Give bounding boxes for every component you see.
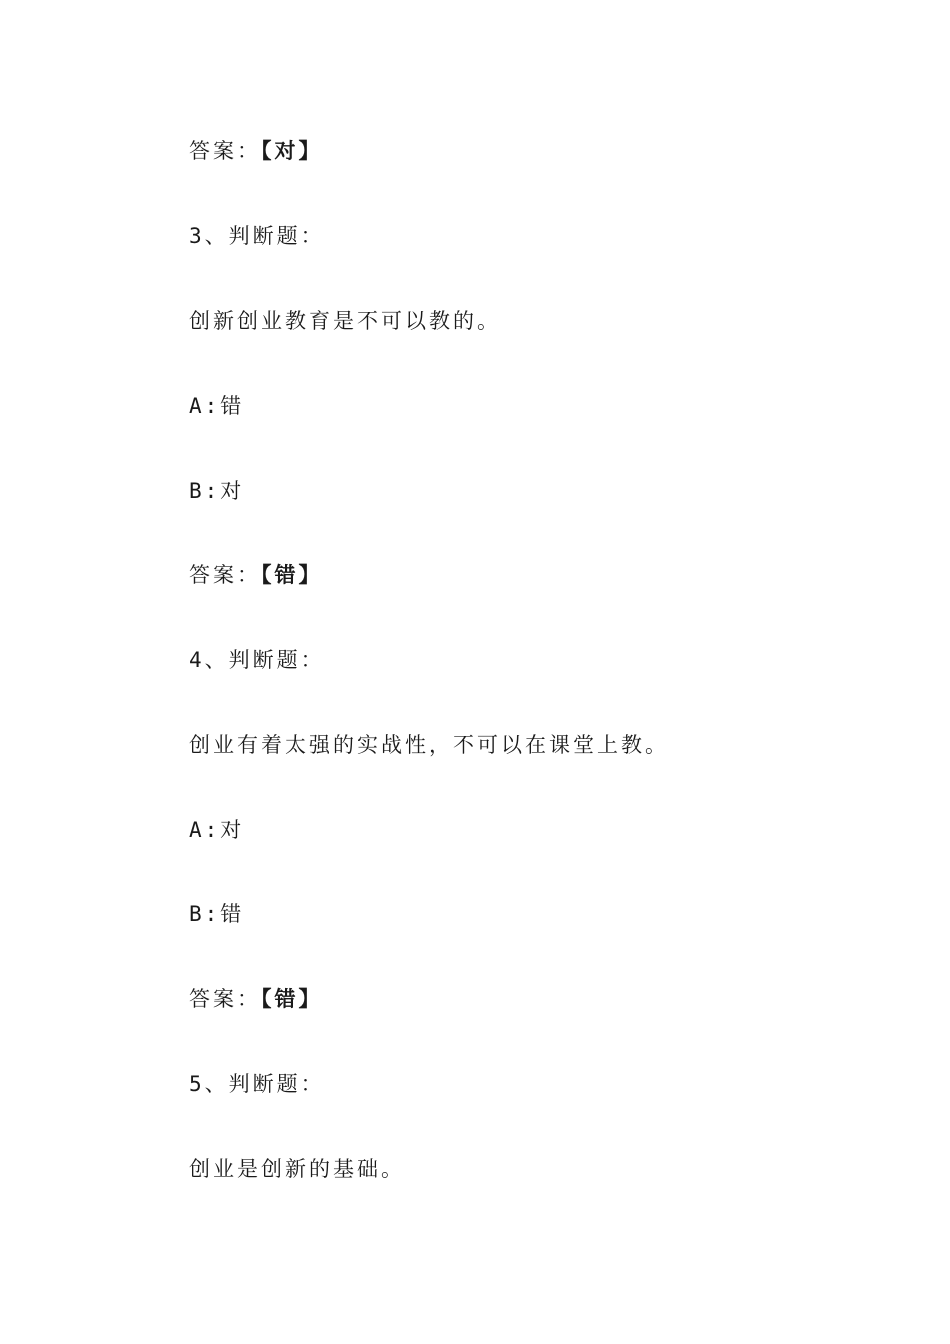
answer-value: 【错】 [261, 987, 323, 1011]
question-5-heading: 5、判断题： [189, 1072, 325, 1096]
answer-label: 答案： [189, 987, 261, 1011]
question-3-text: 创新创业教育是不可以教的。 [189, 309, 501, 333]
question-3-heading: 3、判断题： [189, 224, 325, 248]
answer-value: 【对】 [261, 139, 323, 163]
question-3-option-b: B:对 [189, 479, 245, 503]
answer-line-q3 [189, 561, 323, 589]
question-4-heading: 4、判断题： [189, 648, 325, 672]
answer-value: 【错】 [261, 563, 323, 587]
answer-label: 答案： [189, 563, 261, 587]
question-3-option-a: A:错 [189, 394, 245, 418]
answer-line-q4 [189, 985, 323, 1013]
question-4-option-a: A:对 [189, 818, 245, 842]
question-4-text: 创业有着太强的实战性，不可以在课堂上教。 [189, 733, 669, 757]
answer-line-q2 [189, 137, 323, 165]
question-4-option-b: B:错 [189, 902, 245, 926]
question-5-text: 创业是创新的基础。 [189, 1157, 405, 1181]
answer-label: 答案： [189, 139, 261, 163]
